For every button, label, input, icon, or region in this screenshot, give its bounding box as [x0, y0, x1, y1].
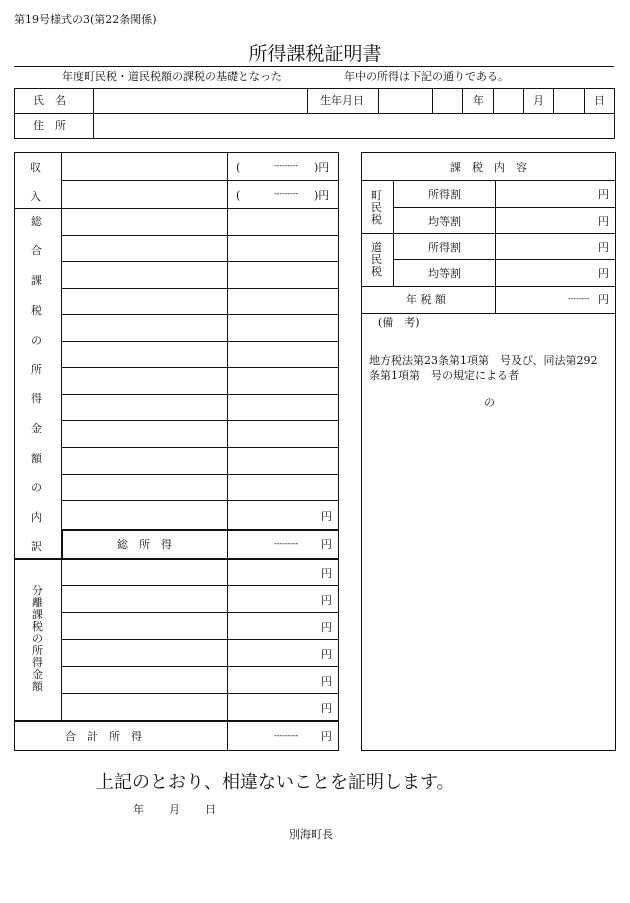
date-year: 年	[133, 803, 144, 816]
dashes-1: ---------	[274, 161, 299, 170]
yen-label: 円	[321, 510, 332, 523]
yen-label: 円	[321, 567, 332, 580]
yen-label: 円	[598, 188, 609, 201]
address-label: 住 所	[33, 119, 66, 132]
town-income-levy: 所得割	[428, 188, 461, 201]
biko-label: (備 考)	[378, 316, 420, 329]
birth-year-label: 年	[473, 94, 484, 107]
dashes-2: ---------	[274, 189, 299, 198]
law-text-1: 地方税法第23条第1項第 号及び、同法第292	[369, 354, 598, 367]
sougou-char: 訳	[31, 540, 42, 553]
yen-label: 円	[598, 215, 609, 228]
sougou-char: 得	[31, 392, 42, 405]
subtitle-right: 年中の所得は下記の通りである。	[344, 70, 509, 83]
grand-total-dashes: ---------	[274, 731, 299, 740]
birth-label: 生年月日	[320, 94, 364, 107]
annual-tax-dashes: --------	[568, 294, 590, 303]
name-label: 氏 名	[33, 94, 66, 107]
yen-label: 円	[321, 702, 332, 715]
title-rule	[14, 66, 614, 67]
yen-label: 円	[321, 730, 332, 743]
tax-table	[361, 152, 616, 751]
sougou-char: 課	[31, 274, 42, 287]
yen-label: 円	[321, 594, 332, 607]
law-no: の	[484, 396, 495, 409]
annual-tax-label: 年 税 額	[406, 293, 446, 306]
pref-income-levy: 所得割	[428, 241, 461, 254]
birth-day-label: 日	[594, 94, 605, 107]
yen-label: 円	[321, 621, 332, 634]
sougou-char: 総	[31, 215, 42, 228]
page-title: 所得課税証明書	[248, 43, 382, 65]
paren-open-2: (	[236, 189, 241, 202]
birth-month-label: 月	[533, 94, 544, 107]
town-equal-levy: 均等割	[428, 215, 461, 228]
subtitle-left: 年度町民税・道民税額の課税の基礎となった	[62, 70, 282, 83]
shuu-label: 収	[30, 161, 41, 174]
income-table	[14, 152, 339, 751]
form-number: 第19号様式の3(第22条関係)	[14, 13, 157, 26]
town-label: 町民税	[371, 189, 382, 226]
yen-label: 円	[321, 538, 332, 551]
date-month: 月	[169, 803, 180, 816]
nyuu-label: 入	[30, 190, 41, 203]
pref-label: 道民税	[371, 241, 382, 278]
mayor-label: 別海町長	[289, 828, 333, 841]
sougou-char: 合	[31, 244, 42, 257]
pref-equal-levy: 均等割	[428, 267, 461, 280]
yen-label: 円	[321, 648, 332, 661]
date-day: 日	[205, 803, 216, 816]
sougou-char: 額	[31, 452, 42, 465]
total-income-label: 総 所 得	[117, 538, 172, 551]
yen-label: 円	[598, 293, 609, 306]
yen-label: 円	[598, 267, 609, 280]
tax-header: 課 税 内 容	[450, 161, 527, 174]
bunri-label: 分離課税の所得金額	[32, 584, 43, 693]
paren-open-1: (	[236, 161, 241, 174]
yen-label: 円	[321, 675, 332, 688]
certify-text: 上記のとおり、相違ないことを証明します。	[96, 772, 455, 793]
sougou-char: 所	[31, 363, 42, 376]
sougou-char: の	[31, 334, 42, 347]
yen-label: 円	[598, 241, 609, 254]
paren-close-yen-1: )円	[314, 161, 330, 174]
sougou-char: 内	[31, 511, 42, 524]
sougou-char: の	[31, 481, 42, 494]
total-income-dashes: ---------	[274, 539, 299, 548]
grand-total-label: 合 計 所 得	[65, 730, 142, 743]
paren-close-yen-2: )円	[314, 189, 330, 202]
sougou-char: 金	[31, 422, 42, 435]
law-text-2: 条第1項第 号の規定による者	[369, 369, 519, 382]
sougou-char: 税	[31, 304, 42, 317]
